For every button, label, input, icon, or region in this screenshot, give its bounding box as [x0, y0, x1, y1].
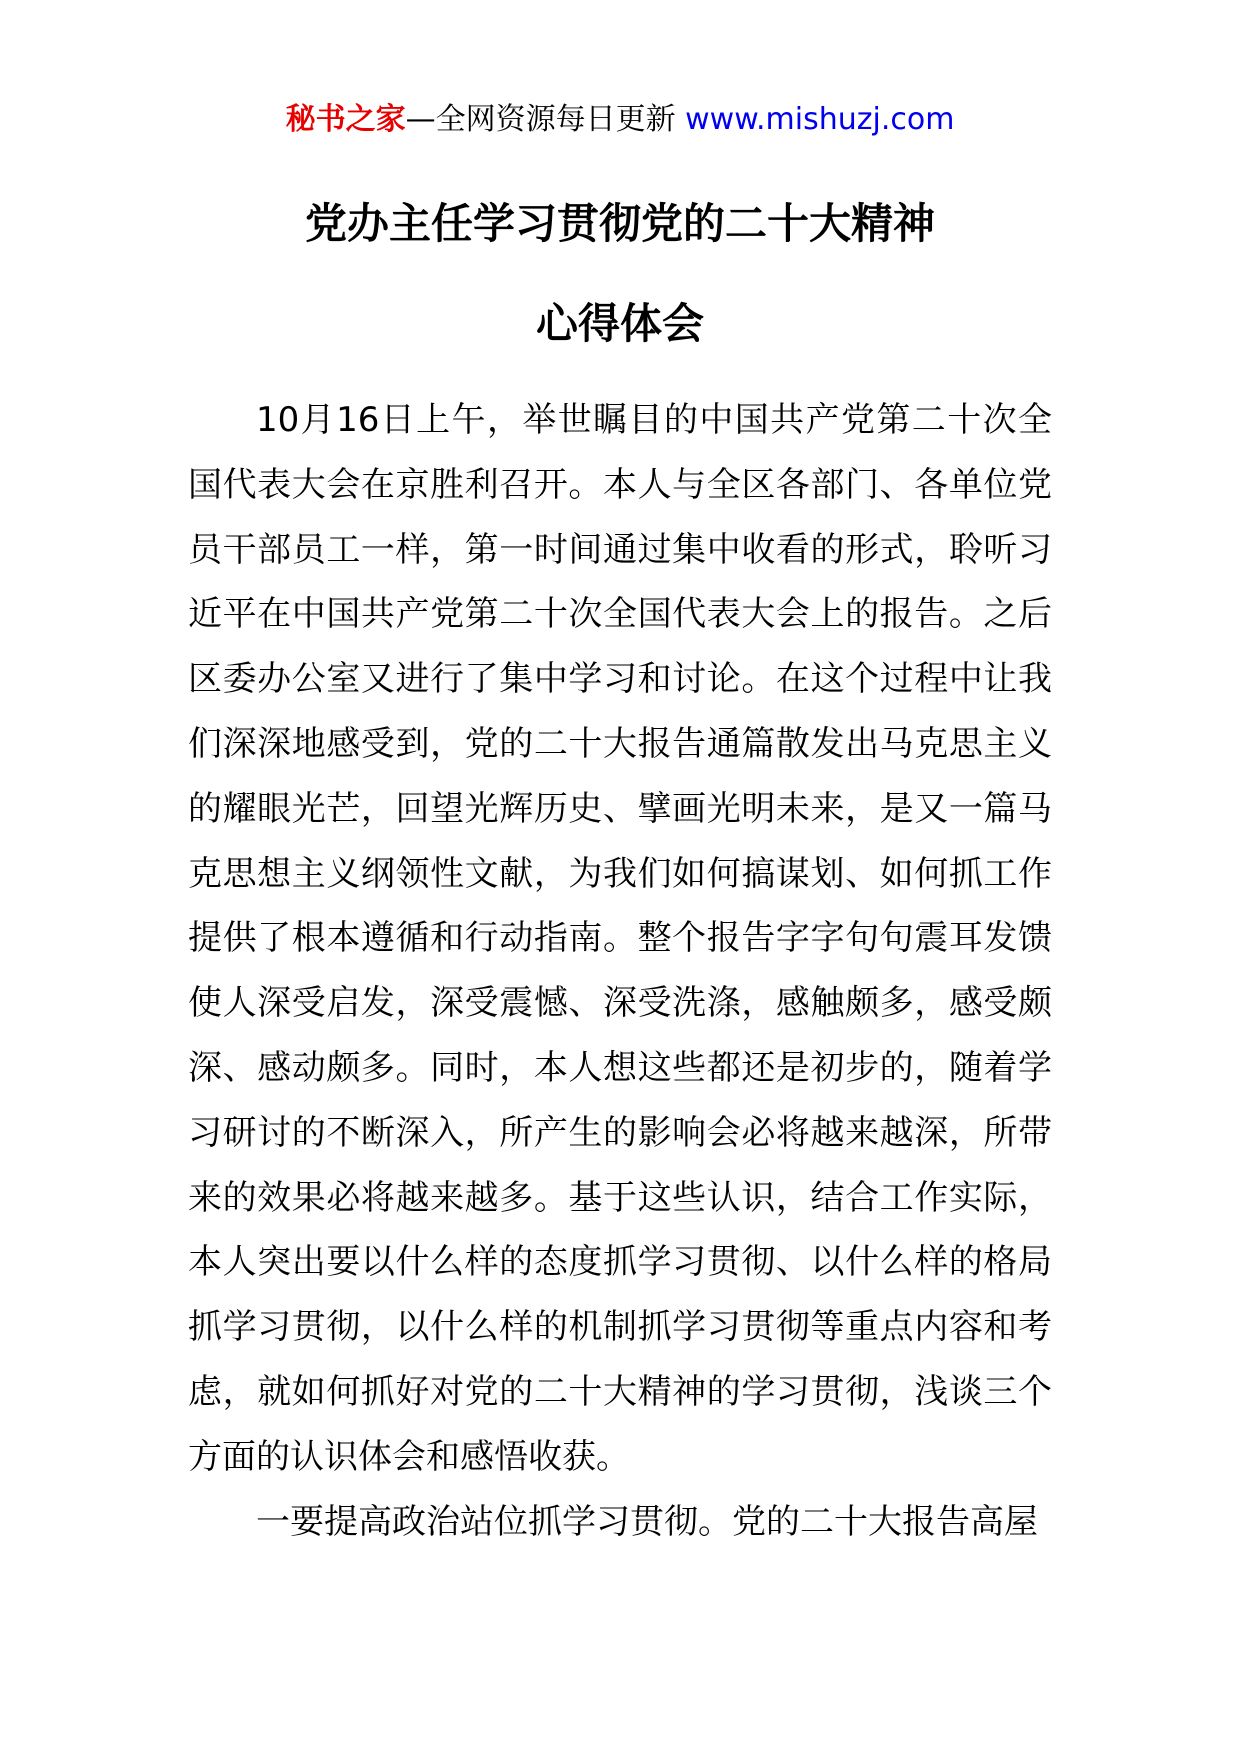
site-url-link[interactable]: www.mishuzj.com: [685, 102, 955, 137]
document-title-line-2: 心得体会: [535, 299, 704, 348]
document-title-line-1: 党办主任学习贯彻党的二十大精神: [304, 199, 935, 248]
document-body: [188, 388, 1052, 1554]
body-paragraph-2: 一要提高政治站位抓学习贯彻。党的二十大报告高屋: [256, 1501, 1038, 1542]
body-paragraph-1: 10月16日上午，举世瞩目的中国共产党第二十次全国代表大会在京胜利召开。本人与全区各部门、各单位党员干部员工一样，第一时间通过集中收看的形式，聆听习近平在中国共产党第二十次全国代表大会上的报告。之后区委办公室又进行了集中学习和讨论。在这个过程中让我们深深地感受到，党的二十大报告通篇散发出马克思主义的耀眼光芒，回望光辉历史、擘画光明未来，是又一篇马克思想主义纲领性文献，为我们如何搞谋划、如何抓工作提供了根本遵循和行动指南。整个报告字字句句震耳发馈使人深受启发，深受震憾、深受洗涤，感触颇多，感受颇深、感动颇多。同时，本人想这些都还是初步的，随着学习研讨的不断深入，所产生的影响会必将越来越深，所带来的效果必将越来越多。基于这些认识，结合工作实际，本人突出要以什么样的态度抓学习贯彻、以什么样的格局抓学习贯彻，以什么样的机制抓学习贯彻等重点内容和考虑，就如何抓好对党的二十大精神的学习贯彻，浅谈三个方面的认识体会和感悟收获。: [188, 400, 1052, 1477]
site-brand: 秘书之家: [285, 102, 406, 137]
site-header: [0, 98, 1240, 142]
site-tagline: —全网资源每日更新: [405, 102, 676, 137]
